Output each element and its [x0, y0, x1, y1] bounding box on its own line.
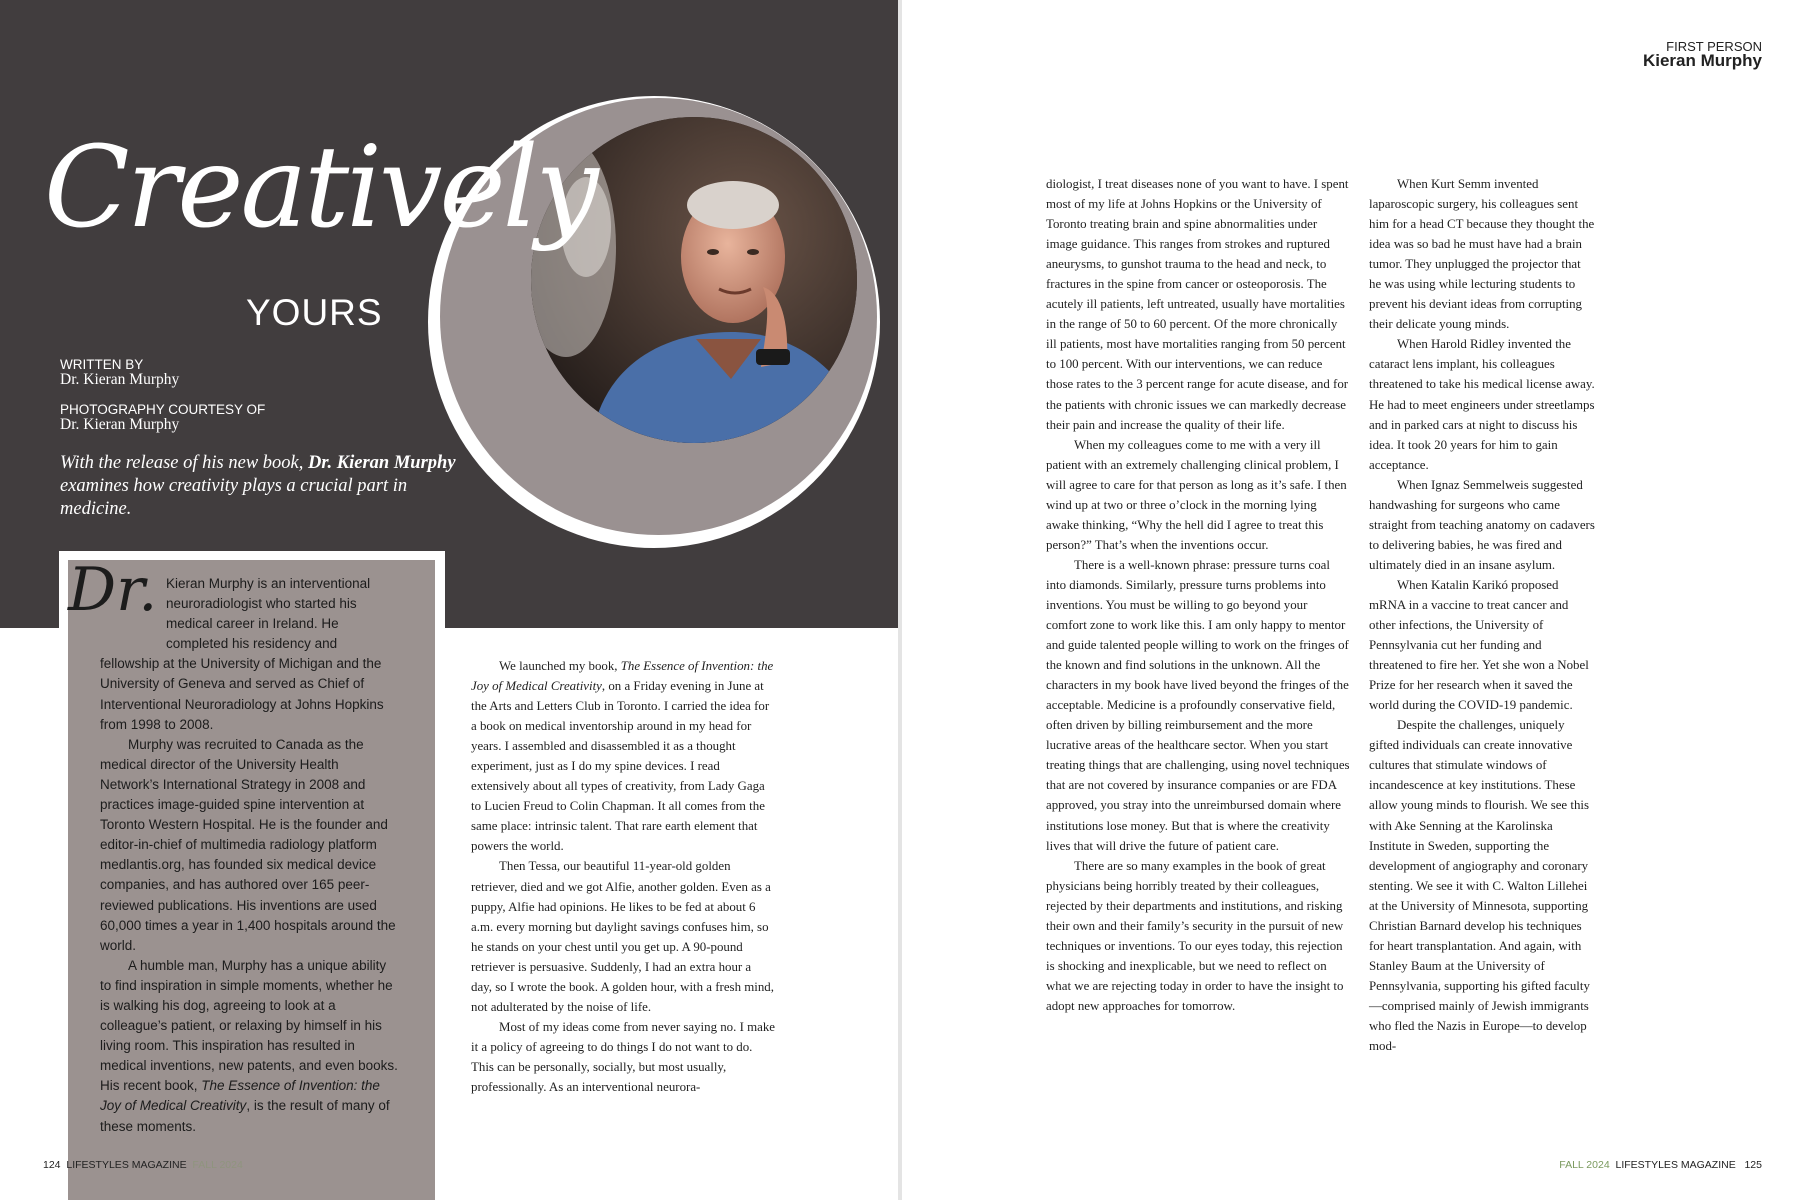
- deck-author: Dr. Kieran Murphy: [308, 453, 456, 473]
- col2-paragraph-3: There is a well-known phrase: pressure turns coal into diamonds. Similarly, pressure turns problems into inventions. You must be willing to go beyond your comfort zone to work like this. I am only happy to mentor and guide talented people willing to work on the fringes of the known and find solutions in the unknown. All the characters in my book have lived beyond the fringes of the acceptable. Medicine is a profoundly conservative field, often driven by billing reimbursement and the more lucrative areas of the healthcare sector. When you start treating things that are challenging, using novel techniques that are not covered by insurance companies or are FDA approved, you stray into the unreimbursed domain where institutions lose money. But that is where the creativity lives that will drive the future of patient care.: [1046, 557, 1350, 853]
- right-page: [902, 0, 1806, 1200]
- bio-p3-end: , is the result of many of these moments.: [100, 1098, 390, 1134]
- col2-paragraph-2: When my colleagues come to me with a very ill patient with an extremely challenging clinical problem, I will agree to care for that person as long as it’s safe. I then wind up at two or three o’clock in the morning lying awake thinking, “Why the hell did I agree to treat this person?” That’s when the inventions occur.: [1046, 437, 1347, 552]
- col2-paragraph-1: diologist, I treat diseases none of you want to have. I spent most of my life at Johns Hopkins or the University of Toronto treating brain and spine abnormalities under image guidance. This ranges from strokes and ruptured aneurysms, to gunshot trauma to the head and neck, to fractures in the spine from cancer or osteoporosis. The acutely ill patients, left untreated, usually have mortalities in the range of 50 to 60 percent. Of the more chronically ill patients, most have mortalities ranging from 50 percent to 100 percent. With our interventions, we can reduce those rates to the 3 percent range for acute disease, and for the patients with chronic issues we can markedly decrease their pain and increase the quality of their life.: [1046, 177, 1349, 432]
- col2-paragraph-4: There are so many examples in the book of great physicians being horribly treated by their colleagues, rejected by their departments and institutions, and risking their own and their family’s security in the pursuit of new techniques or inventions. To our eyes today, this rejection is shocking and inexplicable, but we need to reflect on what we are rejecting today in order to have the insight to adopt new approaches for tomorrow.: [1046, 858, 1344, 1013]
- author-name: Dr. Kieran Murphy: [60, 371, 180, 388]
- bio-p3-start: A humble man, Murphy has a unique ability to find inspiration in simple moments, whether he is walking his dog, agreeing to look at a colleague’s patient, or relaxing by himself in his living room. This inspiration has resulted in medical inventions, new patents, and even books. His recent book,: [100, 957, 398, 1094]
- col1-paragraph-3: Most of my ideas come from never saying no. I make it a policy of agreeing to do things I do not want to do. This can be personally, socially, but most usually, professionally. As an interventional neurora-: [471, 1019, 776, 1094]
- right-season: FALL 2024: [1559, 1159, 1610, 1171]
- col1-book-title: The Essence of Invention: the Joy of Medical Creativity: [471, 659, 774, 694]
- left-page: [0, 0, 898, 1200]
- section-kicker: FIRST PERSON: [1666, 39, 1762, 54]
- photography-label: PHOTOGRAPHY COURTESY OF: [60, 402, 266, 417]
- col3-paragraph-2: When Harold Ridley invented the cataract lens implant, his colleagues threatened to take his medical license away. He had to meet engineers under streetlamps and in parked cars at night to discuss his idea. It took 20 years for him to gain acceptance.: [1369, 337, 1595, 472]
- body-column-2: [1046, 174, 1351, 1016]
- col1-p1-start: We launched my book,: [499, 659, 621, 673]
- title-caps: YOURS: [246, 292, 383, 333]
- col3-paragraph-1: When Kurt Semm invented laparoscopic surgery, his colleagues sent him for a head CT because they thought the idea was so bad he must have had a brain tumor. They unplugged the projector that he was using while lecturing students to prevent his deviant ideas from corrupting their delicate young minds.: [1369, 177, 1595, 332]
- col3-paragraph-5: Despite the challenges, uniquely gifted individuals can create innovative cultures that stimulate windows of incandescence at key institutions. These allow young minds to flourish. We see this with Ake Senning at the Karolinska Institute in Sweden, supporting the development of angiography and coronary stenting. We see it with C. Walton Lillehei at the University of Minnesota, supporting Christian Barnard develop his techniques for heart transplantation. And again, with Stanley Baum at the University of Pennsylvania, supporting his gifted faculty—comprised mainly of Jewish immigrants who fled the Nazis in Europe—to develop mod-: [1369, 718, 1590, 1054]
- deck-text-end: examines how creativity plays a crucial part in medicine.: [60, 476, 408, 519]
- bio-paragraph-3: [100, 956, 398, 1137]
- bio-text: [100, 574, 398, 1137]
- drop-cap: Dr.: [68, 555, 158, 625]
- col3-paragraph-3: When Ignaz Semmelweis suggested handwashing for surgeons who came straight from teaching anatomy on cadavers to delivering babies, he was fired and ultimately died in an insane asylum.: [1369, 477, 1595, 572]
- right-page-number: 125: [1744, 1159, 1762, 1171]
- left-magazine-name: LIFESTYLES MAGAZINE: [66, 1159, 187, 1171]
- bio-paragraph-1: Kieran Murphy is an interventional neuroradiologist who started his medical career in Ireland. He completed his residency and fellowship at the University of Michigan and the University of Geneva and served as Chief of Interventional Neuroradiology at Johns Hopkins from 1998 to 2008.: [100, 576, 384, 732]
- left-folio: [43, 1159, 243, 1171]
- title-script: Creatively: [44, 123, 596, 253]
- article-deck: [60, 452, 460, 521]
- right-folio: [1559, 1159, 1762, 1171]
- written-by-label: WRITTEN BY: [60, 357, 144, 372]
- section-name: Kieran Murphy: [1642, 51, 1762, 70]
- right-magazine-name: LIFESTYLES MAGAZINE: [1615, 1159, 1736, 1171]
- photographer-name: Dr. Kieran Murphy: [60, 416, 180, 433]
- body-column-1: [471, 656, 775, 1097]
- col1-paragraph-1: [471, 656, 775, 856]
- col1-paragraph-2: Then Tessa, our beautiful 11-year-old golden retriever, died and we got Alfie, another golden. Even as a puppy, Alfie had opinions. He likes to be fed at about 6 a.m. every morning but daylight savings confuses him, so he stands on your chest until you get up. A 90-pound retriever is persuasive. Suddenly, I had an extra hour a day, so I wrote the book. A golden hour, with a fresh mind, not adulterated by the noise of life.: [471, 859, 774, 1014]
- col3-paragraph-4: When Katalin Karikó proposed mRNA in a vaccine to treat cancer and other infections, the University of Pennsylvania cut her funding and threatened to fire her. Yet she won a Nobel Prize for her research when it saved the world during the COVID-19 pandemic.: [1369, 577, 1589, 713]
- drop-cap-space: [100, 574, 166, 646]
- left-season: FALL 2024: [192, 1159, 243, 1171]
- bio-book-title: The Essence of Invention: the Joy of Medical Creativity: [100, 1078, 380, 1114]
- deck-text-start: With the release of his new book,: [60, 453, 308, 473]
- left-page-number: 124: [43, 1159, 61, 1171]
- body-column-3: [1369, 174, 1595, 1056]
- bio-paragraph-2: Murphy was recruited to Canada as the medical director of the University Health Network’s International Strategy in 2008 and practices image-guided spine intervention at Toronto Western Hospital. He is the founder and editor-in-chief of multimedia radiology platform medlantis.org, has founded six medical device companies, and has authored over 165 peer-reviewed publications. His inventions are used 60,000 times a year in 1,400 hospitals around the world.: [100, 736, 396, 953]
- col1-p1-end: , on a Friday evening in June at the Arts and Letters Club in Toronto. I carried the idea for a book on medical inventorship around in my head for years. I assembled and disassembled it as a thought experiment, just as I do my spine devices. I read extensively about all types of creativity, from Lady Gaga to Lucien Freud to Colin Chapman. It all comes from the same place: intrinsic talent. That rare earth element that powers the world.: [471, 679, 770, 854]
